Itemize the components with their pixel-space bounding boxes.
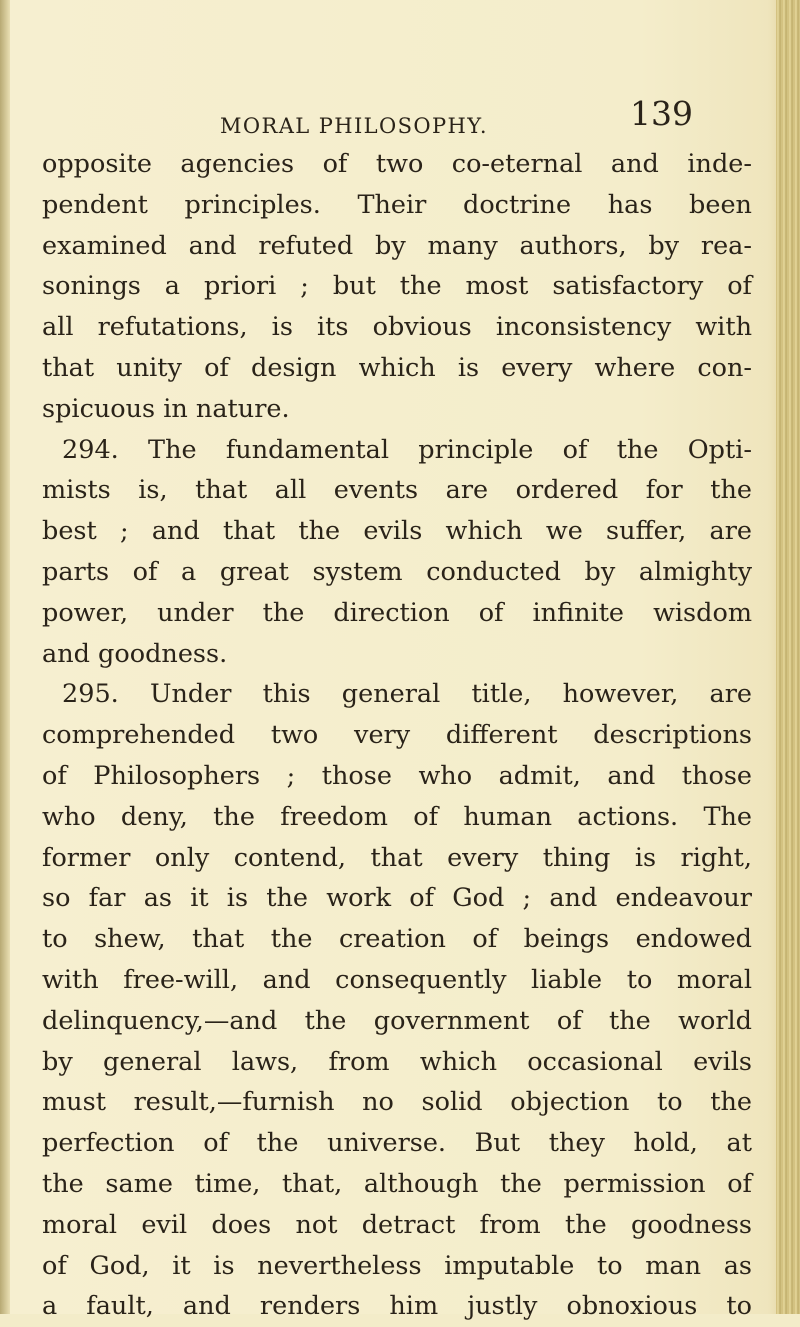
text-line: former only contend, that every thing is right, (42, 842, 752, 873)
text-line: pendent principles. Their doctrine has been (42, 189, 752, 220)
text-line: power, under the direction of infinite wisdom (42, 597, 752, 628)
text-line: moral evil does not detract from the goodness (42, 1209, 752, 1240)
paragraph-295-start: 295. Under this general title, however, are (62, 679, 752, 710)
text-line: mists is, that all events are ordered for the (42, 475, 752, 506)
text-line: and goodness. (42, 638, 228, 669)
text-line: parts of a great system conducted by almighty (42, 556, 752, 587)
text-line: that unity of design which is every where con- (42, 352, 752, 383)
text-line: with free-will, and consequently liable to moral (42, 964, 752, 995)
paragraph-294-start: 294. The fundamental principle of the Opti- (62, 434, 752, 465)
text-line: by general laws, from which occasional evils (42, 1046, 752, 1077)
text-line: spicuous in nature. (42, 393, 290, 424)
text-line: delinquency,—and the government of the world (42, 1005, 752, 1036)
page-edge (776, 0, 800, 1314)
text-line: examined and refuted by many authors, by rea- (42, 230, 752, 261)
text-line: of God, it is nevertheless imputable to man as (42, 1250, 752, 1281)
page-gutter (0, 0, 10, 1314)
text-line: sonings a priori ; but the most satisfactory of (42, 271, 752, 302)
page-number: 139 (630, 94, 693, 133)
text-line: must result,—furnish no solid objection to the (42, 1087, 752, 1118)
running-head: MORAL PHILOSOPHY. (220, 114, 488, 138)
text-line: the same time, that, although the permission of (42, 1168, 752, 1199)
text-line: to shew, that the creation of beings endowed (42, 924, 752, 955)
text-line: best ; and that the evils which we suffer, are (42, 516, 752, 547)
text-line: opposite agencies of two co-eternal and inde- (42, 149, 752, 179)
text-line: so far as it is the work of God ; and endeavour (42, 883, 752, 914)
text-line: a fault, and renders him justly obnoxious to (42, 1291, 752, 1322)
text-line: all refutations, is its obvious inconsistency with (42, 312, 752, 343)
body-text (42, 144, 752, 1327)
text-line: of Philosophers ; those who admit, and those (42, 760, 752, 791)
page-header (0, 92, 790, 138)
text-line: who deny, the freedom of human actions. The (42, 801, 752, 832)
text-line: comprehended two very different descriptions (42, 720, 752, 751)
text-line: perfection of the universe. But they hold, at (42, 1128, 752, 1159)
